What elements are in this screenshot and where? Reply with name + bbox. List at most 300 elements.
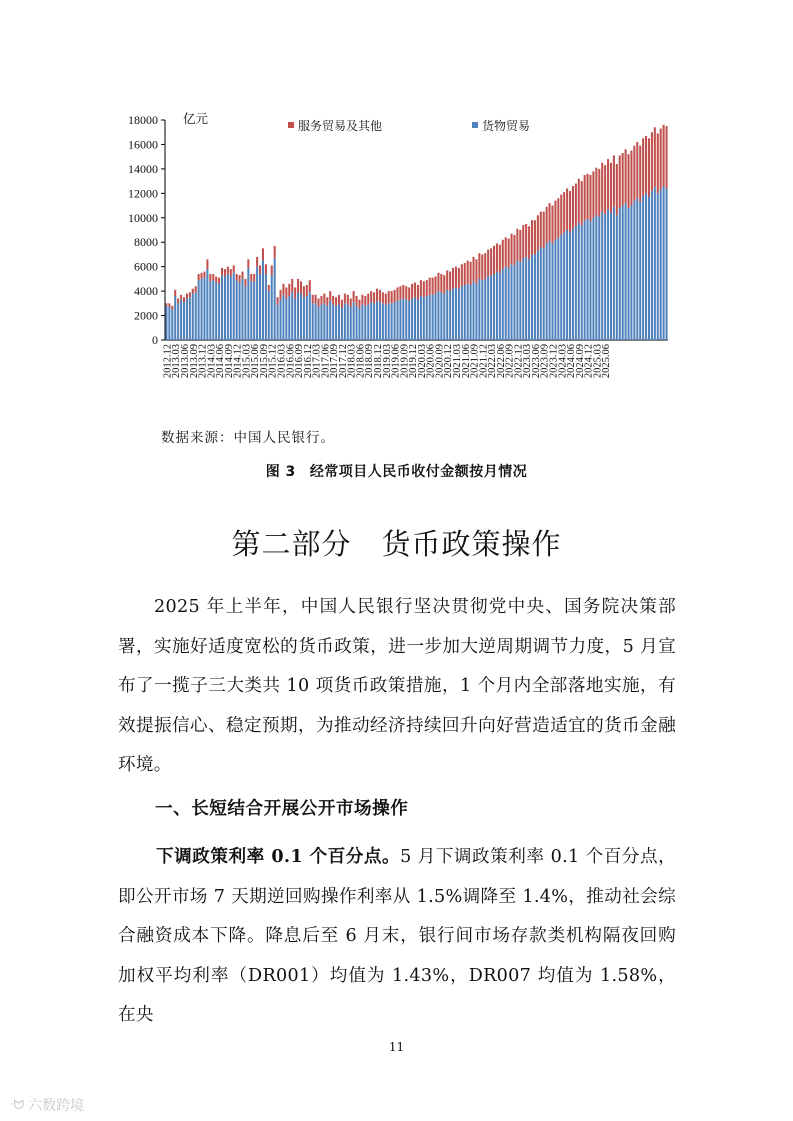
bar-services bbox=[470, 262, 472, 285]
bar-goods bbox=[443, 294, 445, 340]
bar-services bbox=[209, 274, 211, 281]
bar-goods bbox=[192, 294, 194, 340]
part-title: 第二部分 货币政策操作 bbox=[231, 527, 562, 561]
bar-goods bbox=[318, 307, 320, 340]
bar-goods bbox=[666, 188, 668, 340]
logo-icon: ᐧᗢ bbox=[10, 1097, 25, 1113]
bar-services bbox=[511, 234, 513, 265]
bar-goods bbox=[420, 296, 422, 340]
bar-goods bbox=[616, 215, 618, 340]
bar-goods bbox=[581, 225, 583, 340]
bar-goods bbox=[554, 240, 556, 340]
bar-services bbox=[657, 133, 659, 193]
data-source-note: 数据来源：中国人民银行。 bbox=[161, 430, 335, 446]
bar-services bbox=[519, 230, 521, 262]
bar-goods bbox=[654, 187, 656, 340]
bar-services bbox=[569, 191, 571, 233]
bar-services bbox=[563, 192, 565, 232]
bar-goods bbox=[502, 269, 504, 340]
figure-number: 图 3 bbox=[265, 464, 296, 480]
bar-services bbox=[262, 248, 264, 260]
bar-services bbox=[473, 257, 475, 281]
bar-services bbox=[347, 295, 349, 305]
bar-services bbox=[312, 295, 314, 304]
bar-services bbox=[484, 253, 486, 279]
y-tick-label: 2000 bbox=[134, 308, 158, 323]
bar-services bbox=[198, 274, 200, 280]
bar-services bbox=[546, 207, 548, 244]
bar-services bbox=[429, 278, 431, 295]
bar-services bbox=[250, 274, 252, 281]
bar-services bbox=[391, 291, 393, 303]
bar-services bbox=[616, 164, 618, 215]
bar-services bbox=[522, 225, 524, 258]
bar-services bbox=[426, 280, 428, 296]
bar-services bbox=[554, 201, 556, 240]
bar-goods bbox=[253, 281, 255, 340]
bar-goods bbox=[221, 275, 223, 340]
paragraph-1: 2025 年上半年，中国人民银行坚决贯彻党中央、国务院决策部署，实施好适度宽松的货币政策，进一步加大逆周期调节力度，5 月宣布了一揽子三大类共 10 项货币政策措施，1 个月内全部落地实施，有效提振信心、稳定预期，为推动经济持续回升向好营造适宜的货币金融环境。 bbox=[118, 597, 676, 775]
bar-services bbox=[294, 287, 296, 298]
bar-goods bbox=[271, 275, 273, 340]
bar-goods bbox=[560, 235, 562, 340]
bar-goods bbox=[455, 287, 457, 340]
bar-goods bbox=[259, 274, 261, 340]
bar-services bbox=[613, 155, 615, 206]
bar-services bbox=[174, 290, 176, 296]
bar-services bbox=[455, 267, 457, 288]
bar-services bbox=[291, 279, 293, 292]
bar-goods bbox=[639, 202, 641, 340]
bar-services bbox=[660, 129, 662, 190]
bar-services bbox=[297, 279, 299, 292]
bar-services bbox=[215, 276, 217, 282]
bar-services bbox=[513, 235, 515, 266]
bar-services bbox=[241, 272, 243, 279]
bar-services bbox=[666, 126, 668, 188]
legend-swatch bbox=[288, 122, 294, 128]
bar-services bbox=[423, 281, 425, 297]
bar-goods bbox=[604, 214, 606, 340]
bar-goods bbox=[265, 274, 267, 340]
bar-goods bbox=[660, 190, 662, 340]
bar-goods bbox=[329, 301, 331, 340]
bar-goods bbox=[595, 215, 597, 340]
bar-services bbox=[233, 265, 235, 272]
bar-services bbox=[619, 155, 621, 208]
bar-goods bbox=[475, 284, 477, 340]
bar-goods bbox=[312, 303, 314, 340]
bar-services bbox=[239, 275, 241, 282]
bar-services bbox=[584, 175, 586, 220]
bar-goods bbox=[262, 261, 264, 340]
bar-goods bbox=[215, 283, 217, 340]
bar-goods bbox=[218, 284, 220, 340]
bar-services bbox=[212, 274, 214, 280]
x-tick-label: 2017.09 bbox=[329, 344, 341, 379]
bar-services bbox=[639, 146, 641, 202]
bar-services bbox=[464, 263, 466, 285]
bar-goods bbox=[625, 203, 627, 340]
bar-services bbox=[277, 297, 279, 304]
x-tick-label: 2022.12 bbox=[513, 344, 525, 379]
bar-goods bbox=[408, 301, 410, 340]
bar-goods bbox=[227, 274, 229, 340]
x-tick-label: 2024.09 bbox=[574, 344, 586, 379]
bar-goods bbox=[528, 259, 530, 340]
bar-goods bbox=[525, 257, 527, 340]
bar-goods bbox=[534, 254, 536, 340]
bar-services bbox=[367, 294, 369, 305]
bar-services bbox=[227, 267, 229, 274]
bar-services bbox=[458, 268, 460, 289]
bar-services bbox=[622, 153, 624, 206]
bar-goods bbox=[630, 206, 632, 340]
bar-goods bbox=[174, 296, 176, 340]
bar-goods bbox=[636, 198, 638, 340]
x-tick-label: 2023.03 bbox=[522, 344, 534, 379]
bar-goods bbox=[195, 292, 197, 340]
bar-services bbox=[356, 296, 358, 306]
bar-services bbox=[279, 290, 281, 300]
bar-goods bbox=[622, 206, 624, 340]
bar-services bbox=[630, 151, 632, 206]
bar-goods bbox=[198, 280, 200, 340]
bar-goods bbox=[180, 300, 182, 340]
bar-services bbox=[201, 273, 203, 279]
stacked-bar-chart bbox=[110, 108, 690, 408]
bar-goods bbox=[619, 208, 621, 340]
bar-services bbox=[481, 254, 483, 280]
bar-goods bbox=[236, 280, 238, 340]
x-tick-label: 2012.12 bbox=[162, 344, 174, 379]
bar-goods bbox=[540, 247, 542, 340]
bar-services bbox=[353, 291, 355, 302]
bar-services bbox=[224, 269, 226, 276]
x-tick-label: 2013.12 bbox=[197, 344, 209, 379]
bar-goods bbox=[373, 303, 375, 340]
x-tick-label: 2021.06 bbox=[460, 344, 472, 379]
x-tick-label: 2019.03 bbox=[381, 344, 393, 379]
bar-services bbox=[581, 181, 583, 225]
x-tick-label: 2020.06 bbox=[425, 344, 437, 379]
bar-goods bbox=[578, 223, 580, 340]
bar-services bbox=[253, 274, 255, 281]
bar-goods bbox=[575, 226, 577, 340]
bar-goods bbox=[432, 295, 434, 340]
bar-goods bbox=[423, 297, 425, 340]
bar-services bbox=[607, 159, 609, 209]
bar-services bbox=[446, 270, 448, 290]
bar-services bbox=[206, 259, 208, 269]
bar-goods bbox=[663, 186, 665, 340]
bar-services bbox=[540, 212, 542, 247]
bar-goods bbox=[470, 285, 472, 340]
bar-services bbox=[432, 278, 434, 295]
x-tick-label: 2016.12 bbox=[302, 344, 314, 379]
bar-goods bbox=[282, 295, 284, 340]
x-tick-label: 2015.03 bbox=[241, 344, 253, 379]
bar-goods bbox=[212, 280, 214, 340]
bar-services bbox=[651, 132, 653, 191]
bar-services bbox=[332, 296, 334, 305]
bar-services bbox=[274, 246, 276, 258]
bar-goods bbox=[356, 306, 358, 340]
y-tick-label: 10000 bbox=[128, 210, 158, 225]
bar-services bbox=[575, 184, 577, 227]
bar-services bbox=[604, 165, 606, 214]
bar-services bbox=[648, 138, 650, 197]
x-tick-label: 2018.12 bbox=[373, 344, 385, 379]
x-tick-label: 2018.03 bbox=[346, 344, 358, 379]
bar-goods bbox=[642, 196, 644, 340]
bar-goods bbox=[452, 289, 454, 340]
bar-services bbox=[557, 198, 559, 237]
bar-goods bbox=[493, 274, 495, 340]
bar-goods bbox=[256, 267, 258, 340]
bar-goods bbox=[203, 278, 205, 340]
bar-services bbox=[171, 306, 173, 310]
bar-goods bbox=[537, 251, 539, 340]
x-tick-label: 2014.09 bbox=[223, 344, 235, 379]
x-tick-label: 2024.03 bbox=[557, 344, 569, 379]
bar-services bbox=[335, 297, 337, 306]
legend-label: 货物贸易 bbox=[482, 119, 531, 133]
bar-services bbox=[549, 203, 551, 241]
bar-goods bbox=[379, 302, 381, 340]
bar-goods bbox=[589, 221, 591, 340]
bar-goods bbox=[186, 298, 188, 340]
bar-goods bbox=[569, 232, 571, 340]
bar-goods bbox=[347, 305, 349, 340]
bar-services bbox=[256, 257, 258, 267]
bar-services bbox=[505, 237, 507, 266]
bar-goods bbox=[584, 220, 586, 340]
x-tick-label: 2019.12 bbox=[408, 344, 420, 379]
bar-services bbox=[329, 291, 331, 301]
bar-goods bbox=[306, 296, 308, 340]
bar-goods bbox=[279, 300, 281, 340]
bar-goods bbox=[323, 303, 325, 340]
bar-goods bbox=[484, 279, 486, 340]
x-tick-label: 2016.06 bbox=[285, 344, 297, 379]
bar-goods bbox=[399, 300, 401, 340]
x-tick-label: 2020.03 bbox=[416, 344, 428, 379]
bar-services bbox=[399, 286, 401, 299]
bar-services bbox=[192, 289, 194, 294]
x-tick-label: 2025.06 bbox=[601, 344, 613, 379]
bar-services bbox=[309, 280, 311, 292]
x-tick-label: 2015.06 bbox=[250, 344, 262, 379]
x-tick-label: 2024.12 bbox=[583, 344, 595, 379]
bar-services bbox=[592, 171, 594, 217]
bar-services bbox=[282, 284, 284, 295]
x-tick-label: 2020.12 bbox=[443, 344, 455, 379]
bar-goods bbox=[224, 276, 226, 340]
x-tick-label: 2016.03 bbox=[276, 344, 288, 379]
bar-goods bbox=[513, 265, 515, 340]
bar-services bbox=[551, 206, 553, 244]
bar-services bbox=[440, 274, 442, 292]
bar-services bbox=[221, 268, 223, 275]
y-tick-label: 14000 bbox=[128, 161, 158, 176]
x-tick-label: 2020.09 bbox=[434, 344, 446, 379]
x-tick-label: 2013.03 bbox=[171, 344, 183, 379]
bar-goods bbox=[303, 297, 305, 340]
chart bbox=[110, 108, 690, 408]
bar-services bbox=[320, 296, 322, 305]
bar-services bbox=[288, 284, 290, 296]
bar-services bbox=[268, 285, 270, 291]
bar-goods bbox=[461, 286, 463, 340]
bar-goods bbox=[429, 295, 431, 340]
bar-services bbox=[502, 240, 504, 269]
bar-goods bbox=[247, 268, 249, 340]
bar-goods bbox=[434, 294, 436, 340]
bar-services bbox=[376, 289, 378, 301]
bar-services bbox=[461, 264, 463, 286]
bar-services bbox=[180, 295, 182, 300]
bar-goods bbox=[610, 213, 612, 340]
bar-services bbox=[578, 179, 580, 223]
y-tick-label: 16000 bbox=[128, 137, 158, 152]
bar-services bbox=[663, 125, 665, 186]
bar-services bbox=[627, 154, 629, 208]
bar-goods bbox=[458, 289, 460, 340]
bar-services bbox=[326, 297, 328, 306]
x-tick-label: 2022.03 bbox=[487, 344, 499, 379]
bar-goods bbox=[332, 305, 334, 340]
bar-goods bbox=[233, 273, 235, 340]
y-tick-label: 12000 bbox=[128, 186, 158, 201]
x-tick-label: 2021.09 bbox=[469, 344, 481, 379]
bar-goods bbox=[478, 279, 480, 340]
x-tick-label: 2023.06 bbox=[530, 344, 542, 379]
bar-goods bbox=[183, 302, 185, 340]
bar-services bbox=[177, 298, 179, 303]
bar-services bbox=[572, 186, 574, 229]
x-tick-label: 2018.06 bbox=[355, 344, 367, 379]
bar-services bbox=[642, 138, 644, 195]
bar-goods bbox=[201, 279, 203, 340]
bar-services bbox=[405, 286, 407, 299]
bar-goods bbox=[440, 292, 442, 340]
bar-goods bbox=[645, 193, 647, 340]
bar-goods bbox=[291, 292, 293, 340]
x-tick-label: 2019.06 bbox=[390, 344, 402, 379]
bar-services bbox=[195, 286, 197, 292]
bar-services bbox=[189, 292, 191, 297]
bar-services bbox=[271, 265, 273, 275]
bar-goods bbox=[402, 298, 404, 340]
section-heading: 一、长短结合开展公开市场操作 bbox=[155, 799, 409, 819]
bar-services bbox=[396, 287, 398, 300]
x-tick-label: 2023.09 bbox=[539, 344, 551, 379]
bar-goods bbox=[268, 291, 270, 340]
legend-label: 服务贸易及其他 bbox=[298, 119, 383, 133]
paragraph-2-body: 5 月下调政策利率 0.1 个百分点，即公开市场 7 天期逆回购操作利率从 1.5%调降至 1.4%，推动社会综合融资成本下降。降息后至 6 月末，银行间市场存款类机构隔夜回购加权平均利率（DR001）均值为 1.43%，DR007 均值为 1.58%，在央 bbox=[118, 847, 676, 1025]
bar-goods bbox=[411, 298, 413, 340]
bar-services bbox=[496, 243, 498, 271]
x-tick-label: 2022.09 bbox=[504, 344, 516, 379]
bar-goods bbox=[376, 301, 378, 340]
bar-goods bbox=[274, 258, 276, 340]
bar-services bbox=[358, 300, 360, 309]
bar-goods bbox=[241, 279, 243, 340]
bar-services bbox=[165, 303, 167, 305]
bar-services bbox=[338, 295, 340, 305]
bar-services bbox=[318, 298, 320, 307]
bar-goods bbox=[613, 207, 615, 340]
x-tick-label: 2022.06 bbox=[495, 344, 507, 379]
bar-goods bbox=[481, 280, 483, 340]
y-unit-label: 亿元 bbox=[183, 112, 209, 126]
bar-services bbox=[598, 169, 600, 217]
page-number: 11 bbox=[388, 1040, 405, 1054]
bar-goods bbox=[627, 208, 629, 340]
bar-services bbox=[370, 291, 372, 302]
bar-goods bbox=[315, 303, 317, 340]
y-tick-label: 0 bbox=[152, 333, 158, 347]
bar-goods bbox=[396, 301, 398, 340]
bar-goods bbox=[522, 258, 524, 340]
x-tick-label: 2017.12 bbox=[337, 344, 349, 379]
bar-services bbox=[259, 265, 261, 274]
bar-goods bbox=[496, 272, 498, 340]
x-tick-label: 2019.09 bbox=[399, 344, 411, 379]
x-tick-label: 2013.09 bbox=[188, 344, 200, 379]
bar-goods bbox=[230, 276, 232, 340]
x-tick-label: 2018.09 bbox=[364, 344, 376, 379]
bar-goods bbox=[335, 306, 337, 340]
bar-services bbox=[499, 245, 501, 273]
bar-goods bbox=[414, 297, 416, 340]
bar-services bbox=[528, 226, 530, 259]
x-tick-label: 2021.12 bbox=[478, 344, 490, 379]
bar-goods bbox=[519, 262, 521, 340]
bar-goods bbox=[499, 273, 501, 340]
x-tick-label: 2014.03 bbox=[206, 344, 218, 379]
bar-services bbox=[490, 248, 492, 275]
bar-services bbox=[388, 291, 390, 303]
bar-goods bbox=[405, 300, 407, 340]
x-tick-label: 2025.03 bbox=[592, 344, 604, 379]
x-tick-label: 2015.09 bbox=[258, 344, 270, 379]
bar-goods bbox=[633, 201, 635, 340]
bar-goods bbox=[297, 292, 299, 340]
bar-goods bbox=[358, 308, 360, 340]
bar-goods bbox=[592, 218, 594, 340]
bar-services bbox=[587, 174, 589, 219]
bar-goods bbox=[165, 306, 167, 340]
x-tick-label: 2023.12 bbox=[548, 344, 560, 379]
bar-services bbox=[475, 259, 477, 283]
bar-goods bbox=[382, 303, 384, 340]
paragraph-2-lead: 下调政策利率 0.1 个百分点。 bbox=[156, 846, 401, 867]
bar-goods bbox=[394, 302, 396, 340]
bar-services bbox=[373, 292, 375, 303]
x-tick-label: 2021.03 bbox=[451, 344, 463, 379]
bar-goods bbox=[531, 254, 533, 340]
bar-services bbox=[168, 303, 170, 307]
bar-goods bbox=[511, 264, 513, 340]
bar-services bbox=[315, 295, 317, 304]
bar-services bbox=[186, 294, 188, 299]
bar-services bbox=[508, 239, 510, 268]
bar-goods bbox=[171, 309, 173, 340]
bar-goods bbox=[239, 283, 241, 340]
bar-services bbox=[467, 261, 469, 284]
